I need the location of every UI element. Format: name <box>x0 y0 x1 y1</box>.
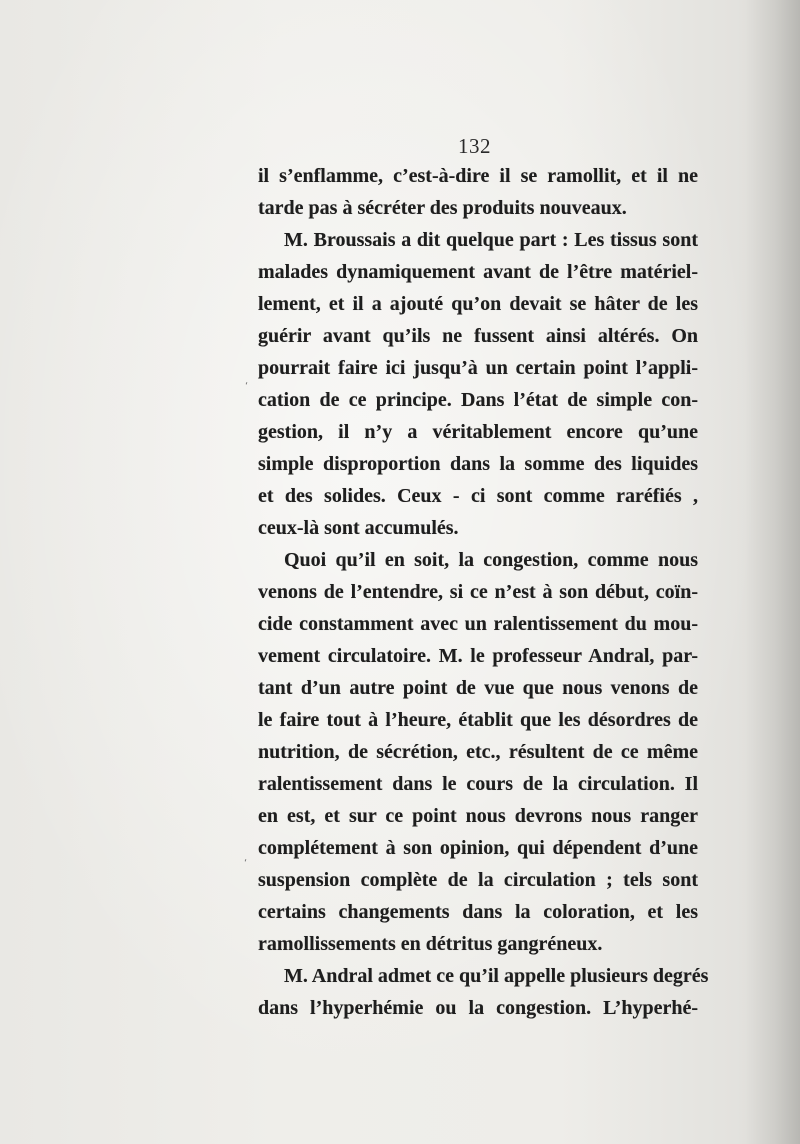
text-line: guérir avant qu’ils ne fussent ainsi altérés. On <box>258 325 698 347</box>
body-text <box>258 160 709 1024</box>
text-line: M. Andral admet ce qu’il appelle plusieurs degrés <box>284 965 709 987</box>
text-line: certains changements dans la coloration, et les <box>258 901 698 923</box>
text-line: venons de l’entendre, si ce n’est à son début, coïn- <box>258 581 698 603</box>
text-line: complétement à son opinion, qui dépendent d’une <box>258 837 698 859</box>
text-line: lement, et il a ajouté qu’on devait se hâter de les <box>258 293 698 315</box>
text-line: en est, et sur ce point nous devrons nous ranger <box>258 805 698 827</box>
text-line: ralentissement dans le cours de la circulation. Il <box>258 773 698 795</box>
text-line: ceux-là sont accumulés. <box>258 517 459 539</box>
text-line: cation de ce principe. Dans l’état de simple con- <box>258 389 698 411</box>
page-number: 132 <box>458 134 491 158</box>
text-line: gestion, il n’y a véritablement encore qu’une <box>258 421 698 443</box>
text-line: M. Broussais a dit quelque part : Les tissus sont <box>284 229 698 251</box>
text-line: il s’enflamme, c’est-à-dire il se ramollit, et il ne <box>258 165 698 187</box>
text-line: cide constamment avec un ralentissement du mou- <box>258 613 698 635</box>
text-line: tarde pas à sécréter des produits nouveaux. <box>258 197 627 219</box>
paper-speck: ‘ <box>245 381 249 392</box>
text-line: pourrait faire ici jusqu’à un certain point l’appli- <box>258 357 698 379</box>
text-line: nutrition, de sécrétion, etc., résultent de ce même <box>258 741 698 763</box>
text-line: malades dynamiquement avant de l’être matériel- <box>258 261 698 283</box>
text-line: suspension complète de la circulation ; tels sont <box>258 869 698 891</box>
text-line: ramollissements en détritus gangréneux. <box>258 933 603 955</box>
paper-speck: ‘ <box>244 858 248 869</box>
text-line: le faire tout à l’heure, établit que les désordres de <box>258 709 698 731</box>
page-edge-shadow <box>745 0 800 1144</box>
text-line: tant d’un autre point de vue que nous venons de <box>258 677 698 699</box>
text-line: et des solides. Ceux - ci sont comme raréfiés , <box>258 485 698 507</box>
text-line: simple disproportion dans la somme des liquides <box>258 453 698 475</box>
text-line: Quoi qu’il en soit, la congestion, comme nous <box>284 549 698 571</box>
text-line: vement circulatoire. M. le professeur Andral, par- <box>258 645 698 667</box>
text-line: dans l’hyperhémie ou la congestion. L’hyperhé- <box>258 997 698 1019</box>
